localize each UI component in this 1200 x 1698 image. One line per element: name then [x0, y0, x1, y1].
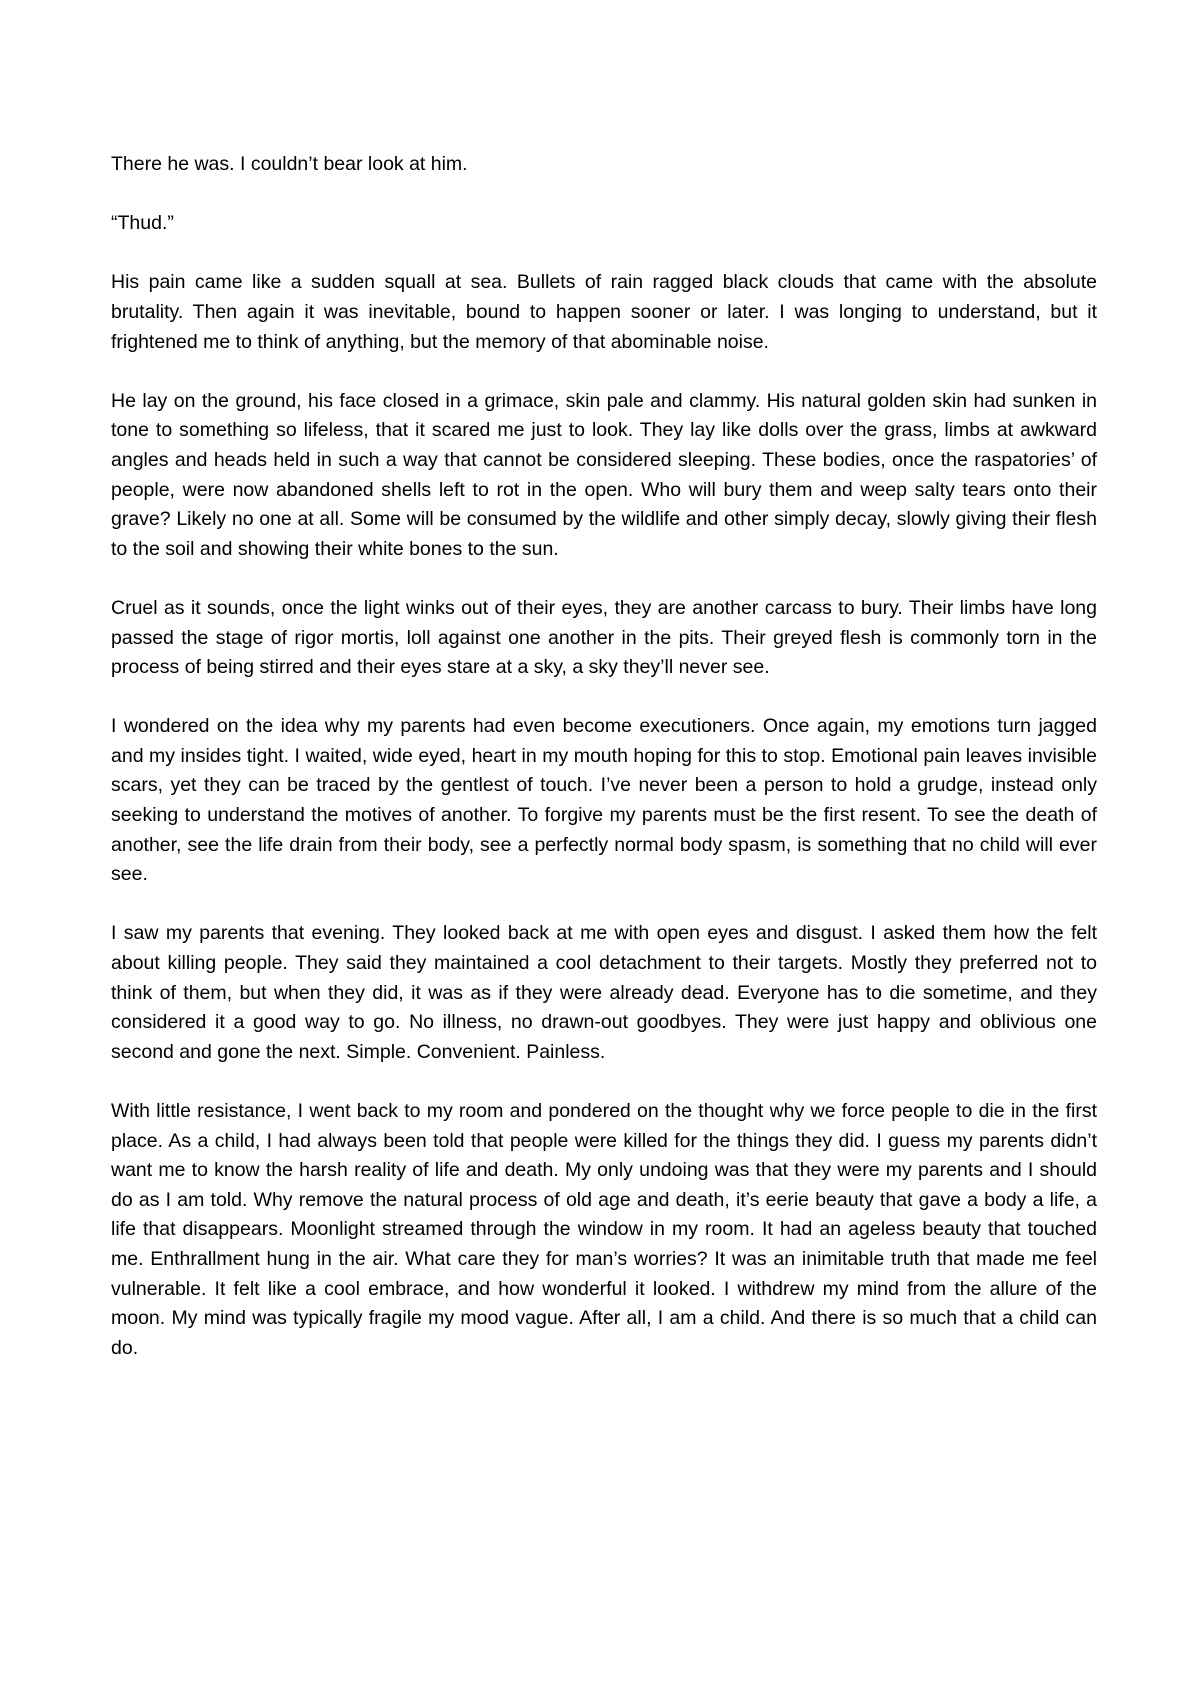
paragraph-evening: I saw my parents that evening. They looked back at me with open eyes and disgust. I asked them how the felt about killing people. They said they maintained a cool detachment to their targets. Mostly they preferred not to think of them, but when they did, it was as if they were already dead. Everyone has to die sometime, and they considered it a good way to go. No illness, no drawn-out goodbyes. They were just happy and oblivious one second and gone the next. Simple. Convenient. Painless. — [111, 922, 1097, 1063]
paragraph-opening: There he was. I couldn’t bear look at him. — [111, 153, 468, 175]
paragraph-ground: He lay on the ground, his face closed in a grimace, skin pale and clammy. His natural golden skin had sunken in tone to something so lifeless, that it scared me just to look. They lay like dolls over the grass, limbs at awkward angles and heads held in such a way that cannot be considered sleeping. These bodies, once the raspatories’ of people, were now abandoned shells left to rot in the open. Who will bury them and weep salty tears onto their grave? Likely no one at all. Some will be consumed by the wildlife and other simply decay, slowly giving their flesh to the soil and showing their white bones to the sun. — [111, 389, 1097, 560]
paragraph-moonlight: With little resistance, I went back to my room and pondered on the thought why we force people to die in the first place. As a child, I had always been told that people were killed for the things they did. I guess my parents didn’t want me to know the harsh reality of life and death. My only undoing was that they were my parents and I should do as I am told. Why remove the natural process of old age and death, it’s eerie beauty that gave a body a life, a life that disappears. Moonlight streamed through the window in my room. It had an ageless beauty that touched me. Enthrallment hung in the air. What care they for man’s worries? It was an inimitable truth that made me feel vulnerable. It felt like a cool embrace, and how wonderful it looked. I withdrew my mind from the allure of the moon. My mind was typically fragile my mood vague. After all, I am a child. And there is so much that a child can do. — [111, 1100, 1097, 1359]
paragraph-pain: His pain came like a sudden squall at sea. Bullets of rain ragged black clouds that came with the absolute brutality. Then again it was inevitable, bound to happen sooner or later. I was longing to understand, but it frightened me to think of anything, but the memory of that abominable noise. — [111, 271, 1097, 353]
paragraph-executioners: I wondered on the idea why my parents had even become executioners. Once again, my emotions turn jagged and my insides tight. I waited, wide eyed, heart in my mouth hoping for this to stop. Emotional pain leaves invisible scars, yet they can be traced by the gentlest of touch. I’ve never been a person to hold a grudge, instead only seeking to understand the motives of another. To forgive my parents must be the first resent. To see the death of another, see the life drain from their body, see a perfectly normal body spasm, is something that no child will ever see. — [111, 715, 1097, 886]
paragraph-thud: “Thud.” — [111, 212, 174, 235]
paragraph-cruel: Cruel as it sounds, once the light winks out of their eyes, they are another carcass to bury. Their limbs have long passed the stage of rigor mortis, loll against one another in the pits. Their greyed flesh is commonly torn in the process of being stirred and their eyes stare at a sky, a sky they’ll never see. — [111, 596, 1097, 679]
document-page — [111, 150, 1097, 1393]
